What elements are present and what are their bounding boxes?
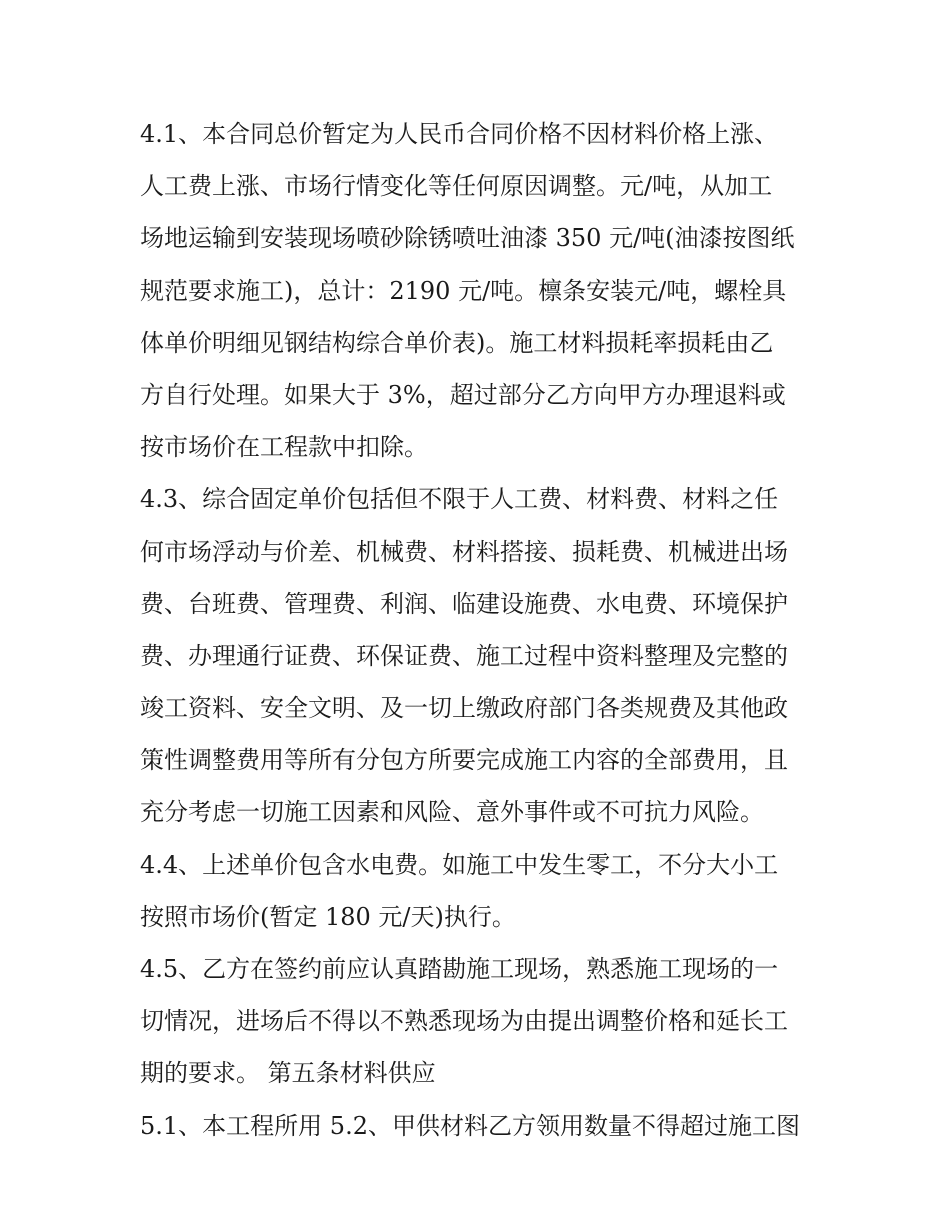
text-line: 期的要求。 第五条材料供应 bbox=[140, 1059, 436, 1088]
text-line: 费、办理通行证费、环保证费、施工过程中资料整理及完整的 bbox=[140, 641, 788, 670]
text-line: 按市场价在工程款中扣除。 bbox=[140, 433, 428, 462]
text-line: 按照市场价(暂定 180 元/天)执行。 bbox=[140, 902, 516, 931]
text-line: 4.4、上述单价包含水电费。如施工中发生零工，不分大小工 bbox=[140, 850, 779, 879]
text-line: 充分考虑一切施工因素和风险、意外事件或不可抗力风险。 bbox=[140, 798, 764, 827]
text-line: 5.1、本工程所用 5.2、甲供材料乙方领用数量不得超过施工图 bbox=[140, 1111, 800, 1140]
document-body bbox=[140, 108, 820, 1152]
text-line: 切情况，进场后不得以不熟悉现场为由提出调整价格和延长工 bbox=[140, 1007, 788, 1036]
text-line: 4.3、综合固定单价包括但不限于人工费、材料费、材料之任 bbox=[140, 485, 779, 514]
text-line: 费、台班费、管理费、利润、临建设施费、水电费、环境保护 bbox=[140, 589, 788, 618]
text-line: 规范要求施工)，总计：2190 元/吨。檩条安装元/吨，螺栓具 bbox=[140, 276, 787, 305]
text-line: 场地运输到安装现场喷砂除锈喷吐油漆 350 元/吨(油漆按图纸 bbox=[140, 224, 795, 253]
text-line: 体单价明细见钢结构综合单价表)。施工材料损耗率损耗由乙 bbox=[140, 328, 774, 357]
text-line: 人工费上涨、市场行情变化等任何原因调整。元/吨，从加工 bbox=[140, 172, 773, 201]
text-line: 何市场浮动与价差、机械费、材料搭接、损耗费、机械进出场 bbox=[140, 537, 788, 566]
text-line: 方自行处理。如果大于 3%，超过部分乙方向甲方办理退料或 bbox=[140, 380, 786, 409]
text-line: 竣工资料、安全文明、及一切上缴政府部门各类规费及其他政 bbox=[140, 694, 788, 723]
text-line: 策性调整费用等所有分包方所要完成施工内容的全部费用，且 bbox=[140, 746, 788, 775]
text-line: 4.5、乙方在签约前应认真踏勘施工现场，熟悉施工现场的一 bbox=[140, 955, 779, 983]
text-line: 4.1、本合同总价暂定为人民币合同价格不因材料价格上涨、 bbox=[140, 120, 779, 148]
